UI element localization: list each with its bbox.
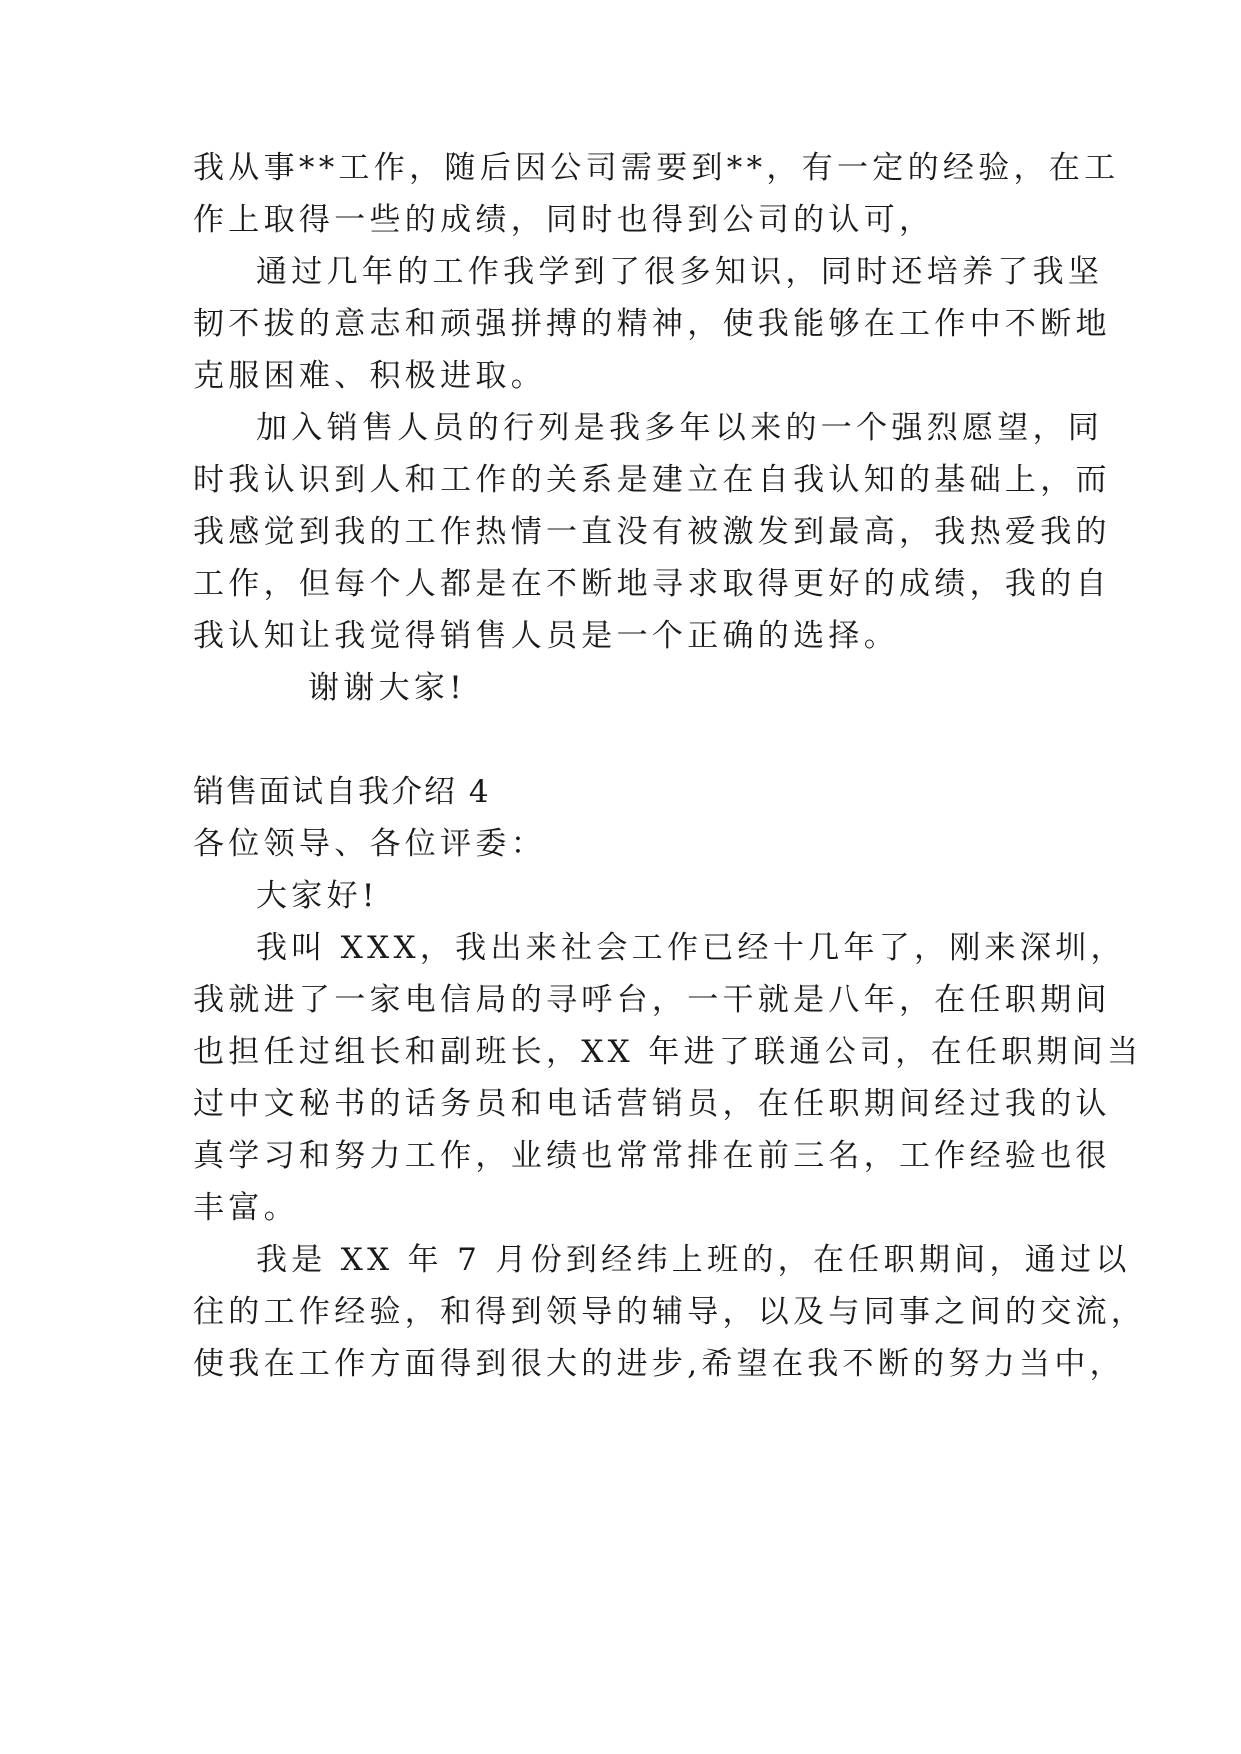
paragraph-start-line: 我叫 XXX，我出来社会工作已经十几年了，刚来深圳， [256, 930, 1126, 966]
text-line: 过中文秘书的话务员和电话营销员，在任职期间经过我的认 [193, 1086, 1111, 1122]
text-line: 真学习和努力工作，业绩也常常排在前三名，工作经验也很 [193, 1138, 1111, 1174]
text-line: 作上取得一些的成绩，同时也得到公司的认可， [193, 202, 935, 238]
text-line: 也担任过组长和副班长，XX 年进了联通公司，在任职期间当 [193, 1034, 1143, 1070]
text-line: 工作，但每个人都是在不断地寻求取得更好的成绩，我的自 [193, 566, 1111, 602]
text-line: 我从事**工作，随后因公司需要到**，有一定的经验，在工 [193, 150, 1120, 186]
closing-line: 谢谢大家! [308, 670, 466, 706]
section-title: 销售面试自我介绍 4 [193, 774, 491, 810]
text-line: 往的工作经验，和得到领导的辅导，以及与同事之间的交流， [193, 1294, 1147, 1330]
text-line: 时我认识到人和工作的关系是建立在自我认知的基础上，而 [193, 462, 1111, 498]
text-line: 我就进了一家电信局的寻呼台，一干就是八年，在任职期间 [193, 982, 1111, 1018]
salutation-line: 各位领导、各位评委： [193, 826, 546, 862]
text-line: 克服困难、积极进取。 [193, 358, 546, 394]
text-line: 我感觉到我的工作热情一直没有被激发到最高，我热爱我的 [193, 514, 1111, 550]
text-line: 韧不拔的意志和顽强拼搏的精神，使我能够在工作中不断地 [193, 306, 1111, 342]
text-line: 丰富。 [193, 1190, 299, 1226]
text-line: 我认知让我觉得销售人员是一个正确的选择。 [193, 618, 899, 654]
paragraph-start-line: 加入销售人员的行列是我多年以来的一个强烈愿望，同 [256, 410, 1104, 446]
greeting-line: 大家好! [256, 878, 379, 914]
text-line: 使我在工作方面得到很大的进步,希望在我不断的努力当中， [193, 1346, 1125, 1382]
paragraph-start-line: 通过几年的工作我学到了很多知识，同时还培养了我坚 [256, 254, 1104, 290]
paragraph-start-line: 我是 XX 年 7 月份到经纬上班的，在任职期间，通过以 [256, 1242, 1131, 1278]
